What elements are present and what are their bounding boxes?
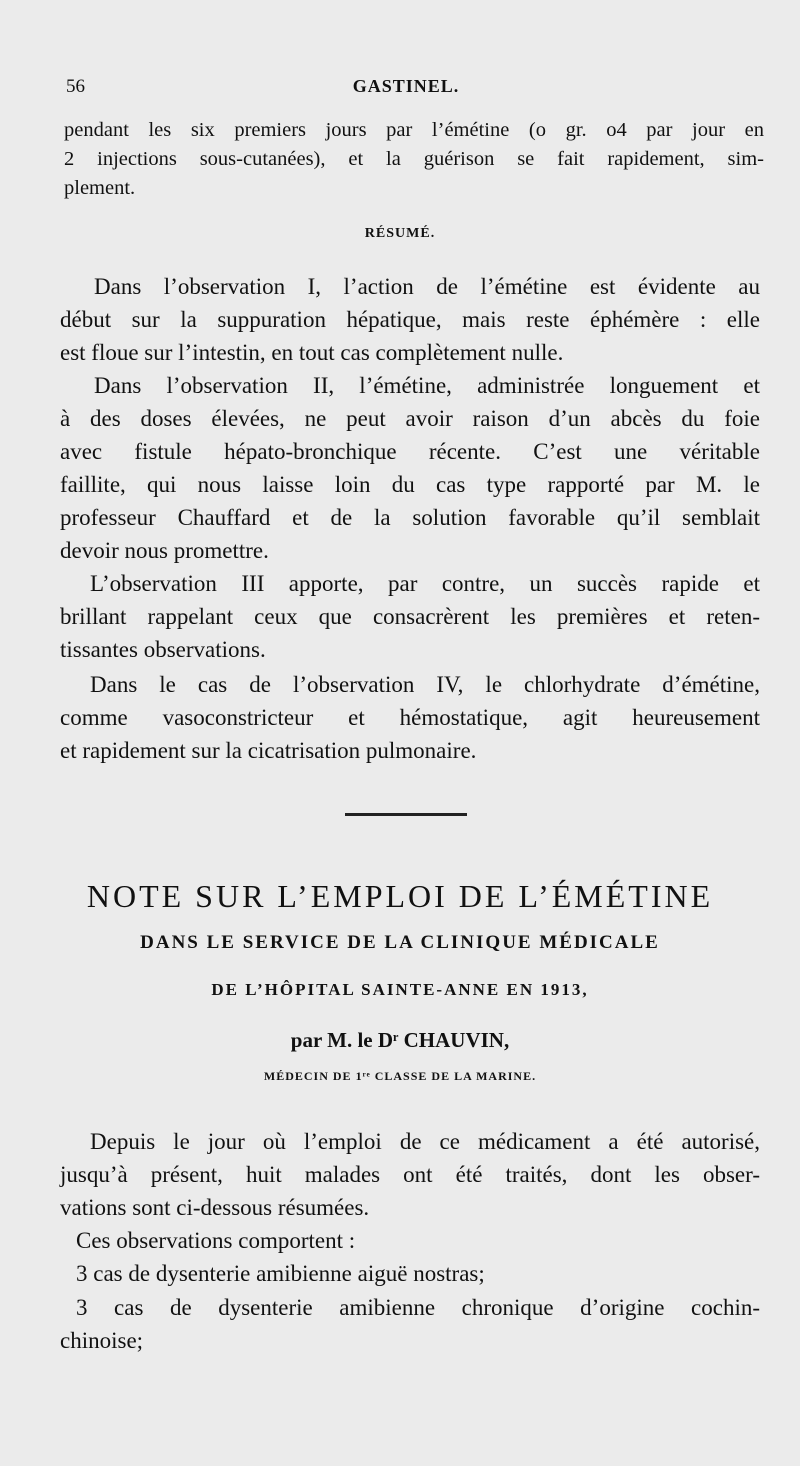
summary-paragraph-1 (60, 270, 760, 369)
text-line: début sur la suppuration hépatique, mais reste éphémère : elle (60, 307, 760, 332)
text-line: est floue sur l’intestin, en tout cas complètement nulle. (60, 340, 564, 365)
text-line: chinoise; (60, 1328, 144, 1353)
text-line: avec fistule hépato-bronchique récente. C’est une véritable (60, 439, 760, 464)
author-byline: par M. le Dʳ CHAUVIN, (290, 1028, 510, 1052)
text-line: brillant rappelant ceux que consacrèrent les premières et reten- (60, 604, 760, 629)
text-line: et rapidement sur la cicatrisation pulmonaire. (60, 738, 477, 763)
text-line: L’observation III apporte, par contre, un succès rapide et (90, 571, 760, 596)
text-line: à des doses élevées, ne peut avoir raison d’un abcès du foie (60, 406, 760, 431)
author-rank: MÉDECIN DE 1ʳᵉ CLASSE DE LA MARINE. (263, 1069, 537, 1083)
text-line: 2 injections sous-cutanées), et la guérison se fait rapidement, sim- (64, 148, 764, 170)
text-line: tissantes observations. (60, 637, 266, 662)
text-line: Dans l’observation I, l’action de l’émétine est évidente au (94, 274, 760, 299)
article-paragraph-1 (60, 1125, 760, 1224)
text-line: jusqu’à présent, huit malades ont été traités, dont les obser- (60, 1162, 760, 1187)
running-head: GASTINEL. (352, 76, 460, 96)
article-paragraph-3 (60, 1257, 760, 1290)
article-subtitle-1: DANS LE SERVICE DE LA CLINIQUE MÉDICALE (140, 932, 660, 953)
article-paragraph-4 (60, 1291, 760, 1357)
page-number: 56 (66, 76, 85, 97)
text-line: plement. (64, 177, 136, 199)
summary-paragraph-2 (60, 369, 760, 567)
text-line: Dans le cas de l’observation IV, le chlorhydrate d’émétine, (90, 672, 760, 697)
text-line: comme vasoconstricteur et hémostatique, agit heureusement (60, 705, 760, 730)
article-title: NOTE SUR L’EMPLOI DE L’ÉMÉTINE (86, 878, 714, 914)
text-line: Depuis le jour où l’emploi de ce médicament a été autorisé, (90, 1129, 760, 1154)
text-line: Ces observations comportent : (76, 1228, 356, 1253)
page-header (66, 72, 746, 102)
text-line: professeur Chauffard et de la solution favorable qu’il semblait (60, 505, 760, 530)
intro-paragraph (64, 116, 764, 203)
text-line: devoir nous promettre. (60, 538, 269, 563)
text-line: faillite, qui nous laisse loin du cas type rapporté par M. le (60, 472, 760, 497)
summary-paragraph-4 (60, 668, 760, 767)
article-paragraph-2 (60, 1224, 760, 1257)
section-divider (345, 813, 467, 816)
text-line: Dans l’observation II, l’émétine, administrée longuement et (94, 373, 760, 398)
text-line: 3 cas de dysenterie amibienne aiguë nostras; (76, 1261, 485, 1286)
summary-paragraph-3 (60, 567, 760, 666)
text-line: 3 cas de dysenterie amibienne chronique d’origine cochin- (76, 1295, 760, 1320)
text-line: pendant les six premiers jours par l’émétine (o gr. o4 par jour en (64, 119, 764, 141)
text-line: vations sont ci-dessous résumées. (60, 1195, 370, 1220)
article-subtitle-2: DE L’HÔPITAL SAINTE-ANNE EN 1913, (211, 980, 589, 999)
summary-heading: RÉSUMÉ. (364, 226, 436, 241)
